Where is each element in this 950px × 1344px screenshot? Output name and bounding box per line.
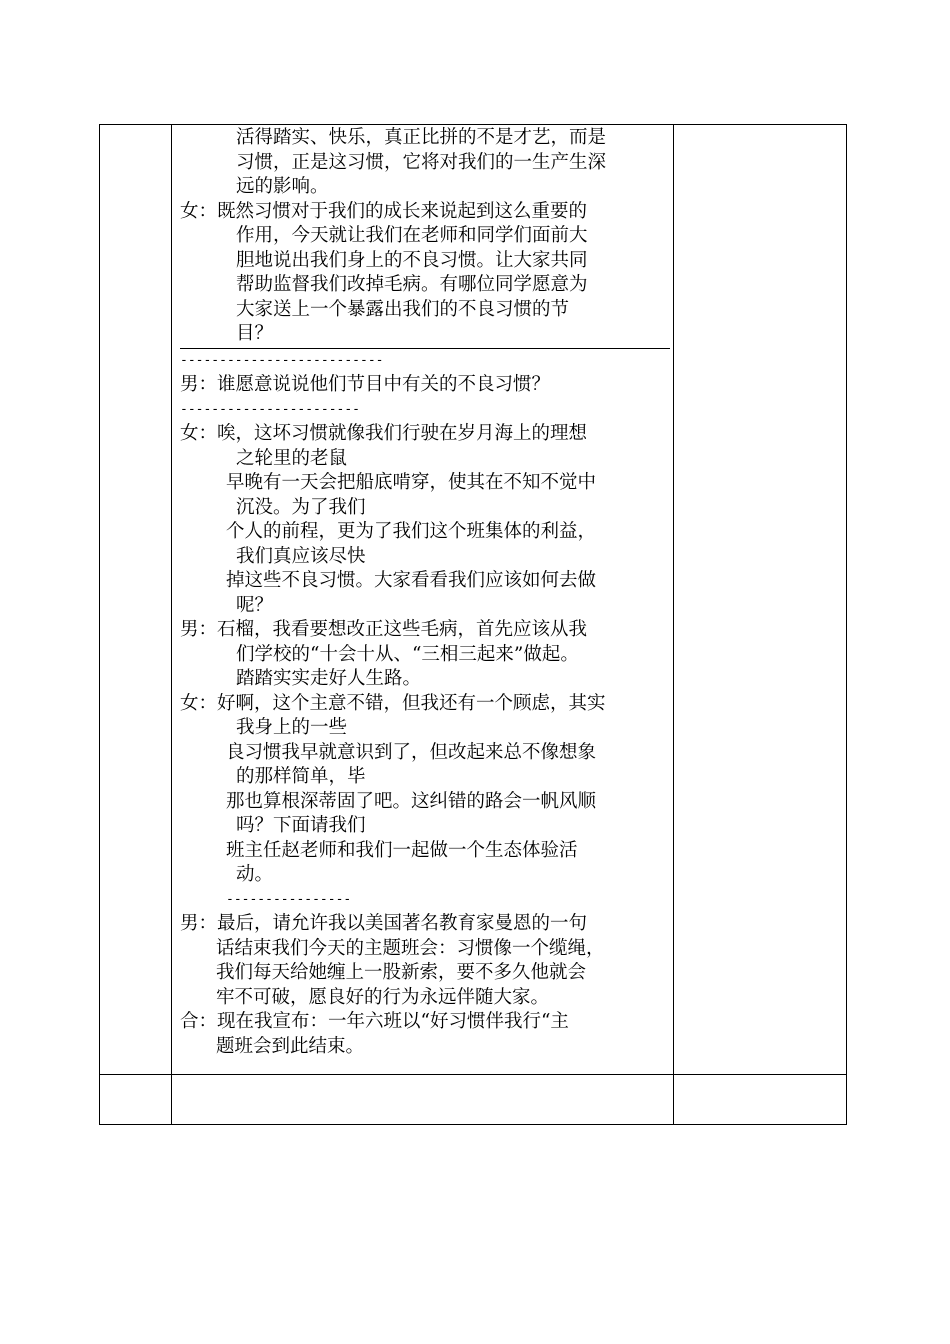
dialogue-line: 我们每天给她缠上一股新索，要不多久他就会 (216, 962, 587, 983)
dialogue-line: 踏踏实实走好人生路。 (236, 668, 422, 689)
dialogue-line: 大家送上一个暴露出我们的不良习惯的节 (236, 298, 570, 320)
dialogue-line: 女：既然习惯对于我们的成长来说起到这么重要的 (180, 200, 588, 222)
column-divider-right (673, 125, 674, 1124)
dash-line: ----------------------- (180, 401, 361, 417)
dialogue-line: 女：唉，这坏习惯就像我们行驶在岁月海上的理想 (180, 423, 588, 444)
dialogue-line: 们学校的“十会十从、“三相三起来”做起。 (236, 643, 579, 665)
dialogue-line: 话结束我们今天的主题班会：习惯像一个缆绳， (216, 937, 605, 959)
dash-line: -------------------------- (180, 352, 384, 368)
dialogue-line: 那也算根深蒂固了吧。这纠错的路会一帆风顺 (226, 790, 597, 812)
dash-line: ---------------- (226, 891, 352, 907)
dialogue-line: 我们真应该尽快 (236, 545, 366, 567)
dialogue-line: 个人的前程，更为了我们这个班集体的利益， (226, 521, 597, 542)
dialogue-line: 的那样简单，毕 (236, 766, 366, 787)
dialogue-block (180, 1010, 670, 1059)
row-divider (100, 1074, 846, 1075)
dialogue-line: 动。 (236, 864, 274, 885)
dialogue-line: 吗？下面请我们 (236, 815, 366, 836)
script-content (180, 126, 670, 1059)
dialogue-line: 女：好啊，这个主意不错，但我还有一个顾虑，其实 (180, 692, 606, 714)
separator-dashes (180, 349, 670, 374)
dialogue-line: 题班会到此结束。 (216, 1035, 365, 1057)
dialogue-block (180, 618, 670, 692)
dialogue-line: 帮助监督我们改掉毛病。有哪位同学愿意为 (236, 274, 588, 295)
dialogue-line: 作用，今天就让我们在老师和同学们面前大 (236, 225, 588, 246)
dialogue-block (180, 373, 670, 398)
dialogue-line: 掉这些不良习惯。大家看看我们应该如何去做 (226, 570, 597, 591)
dialogue-line: 胆地说出我们身上的不良习惯。让大家共同 (236, 249, 588, 271)
dialogue-line: 早晚有一天会把船底啃穿，使其在不知不觉中 (226, 472, 597, 493)
dialogue-line: 男：最后，请允许我以美国著名教育家曼恩的一句 (180, 913, 588, 934)
dialogue-line: 良习惯我早就意识到了，但改起来总不像想象 (226, 741, 597, 763)
column-divider-left (171, 125, 172, 1124)
dialogue-block (180, 422, 670, 618)
dialogue-line: 男：石榴，我看要想改正这些毛病，首先应该从我 (180, 619, 588, 640)
dialogue-line: 目？ (236, 323, 274, 344)
dialogue-line: 沉没。为了我们 (236, 496, 366, 518)
separator-dashes (180, 888, 670, 913)
dialogue-line: 习惯，正是这习惯，它将对我们的一生产生深 (236, 151, 607, 173)
dialogue-block (180, 126, 670, 200)
dialogue-line: 远的影响。 (236, 176, 329, 197)
dialogue-line: 呢？ (236, 594, 274, 616)
dialogue-block (180, 912, 670, 1010)
separator-dashes (180, 398, 670, 423)
dialogue-line: 我身上的一些 (236, 717, 348, 738)
dialogue-block (180, 200, 670, 347)
dialogue-line: 牢不可破，愿良好的行为永远伴随大家。 (216, 986, 550, 1008)
dialogue-line: 男：谁愿意说说他们节目中有关的不良习惯？ (180, 374, 551, 395)
dialogue-line: 合：现在我宣布：一年六班以“好习惯伴我行“主 (180, 1011, 569, 1032)
dialogue-line: 活得踏实、快乐，真正比拼的不是才艺，而是 (236, 127, 607, 148)
dialogue-line: 班主任赵老师和我们一起做一个生态体验活 (226, 839, 578, 861)
dialogue-block (180, 692, 670, 888)
dialogue-line: 之轮里的老鼠 (236, 447, 348, 469)
